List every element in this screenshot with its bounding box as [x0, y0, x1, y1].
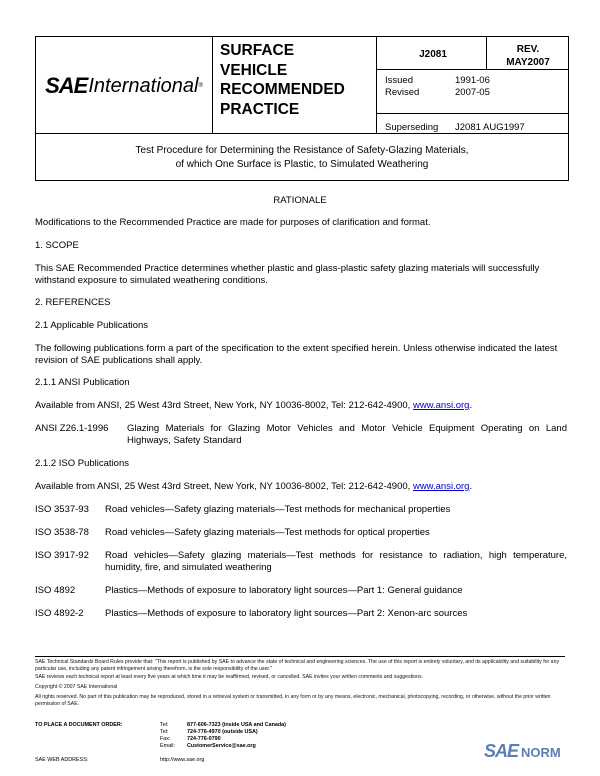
logo-trademark: ® [198, 83, 203, 89]
doc-type-line: VEHICLE [220, 61, 288, 79]
reference-entry [35, 527, 567, 539]
sae-international-logo [36, 69, 212, 103]
scope-heading: 1. SCOPE [35, 240, 79, 251]
footer-rule [35, 656, 565, 657]
order-row-label: Fax: [160, 736, 171, 742]
reference-code: ANSI Z26.1-1996 [35, 423, 109, 434]
sae-norm-mark: SAE [484, 741, 519, 761]
rev-label: REV. [516, 44, 540, 55]
order-row-value: 724-776-0790 [187, 736, 221, 742]
order-row-label: Tel: [160, 722, 169, 728]
scope-text: This SAE Recommended Practice determines whether plastic and glass-plastic safety glazing materials will successfully withstand exposure to simulated weathering conditions. [35, 263, 540, 286]
document-number: J2081 [419, 49, 447, 60]
ansi-heading: 2.1.1 ANSI Publication [35, 377, 130, 388]
superseding-value: J2081 AUG1997 [455, 122, 525, 133]
superseding-row [385, 122, 525, 133]
rationale-heading: RATIONALE [273, 195, 327, 206]
superseding-label: Superseding [385, 122, 439, 133]
footer-copyright: Copyright © 2007 SAE International [35, 684, 118, 690]
title-line: Test Procedure for Determining the Resistance of Safety-Glazing Materials, [135, 145, 469, 156]
rev-date: MAY2007 [506, 57, 550, 68]
reference-entry [35, 550, 567, 574]
footer-review-note: SAE reviews each technical report at least every five years at which time it may be reaffirmed, revised, or cancelled. SAE invites your written comments and suggestions. [35, 674, 423, 680]
reference-desc: Glazing Materials for Glazing Motor Vehicles and Motor Vehicle Equipment Operating on Land Highways, Safety Standard [127, 423, 567, 446]
reference-code: ISO 3917-92 [35, 550, 89, 561]
order-label: TO PLACE A DOCUMENT ORDER: [35, 722, 123, 728]
reference-desc: Plastics—Methods of exposure to laboratory light sources—Part 1: General guidance [105, 585, 463, 596]
issued-label: Issued [385, 75, 413, 86]
ansi-available-text: Available from ANSI, 25 West 43rd Street, New York, NY 10036-8002, Tel: 212-642-4900, [35, 400, 413, 411]
web-address-value[interactable]: http://www.sae.org [160, 757, 205, 763]
iso-heading: 2.1.2 ISO Publications [35, 458, 129, 469]
header-rule [376, 113, 568, 114]
reference-desc: Road vehicles—Safety glazing materials—Test methods for mechanical properties [105, 504, 451, 515]
title-line: of which One Surface is Plastic, to Simulated Weathering [175, 159, 429, 170]
reference-code: ISO 4892 [35, 585, 76, 596]
doc-type-line: RECOMMENDED [220, 81, 345, 98]
header-divider [212, 37, 213, 133]
applicable-heading: 2.1 Applicable Publications [35, 320, 149, 331]
sae-norm-logo [484, 741, 584, 771]
iso-available-text: Available from ANSI, 25 West 43rd Street, New York, NY 10036-8002, Tel: 212-642-4900, [35, 481, 413, 492]
iso-available: Available from ANSI, 25 West 43rd Street, New York, NY 10036-8002, Tel: 212-642-4900, www.ansi.org. [35, 481, 473, 492]
revised-label: Revised [385, 87, 420, 98]
reference-code: ISO 4892-2 [35, 608, 84, 619]
header-divider [376, 37, 377, 133]
web-address-label: SAE WEB ADDRESS: [35, 757, 89, 763]
sae-norm-text: NORM [521, 745, 561, 760]
reference-code: ISO 3538-78 [35, 527, 89, 538]
rationale-text: Modifications to the Recommended Practice are made for purposes of clarification and format. [35, 217, 431, 228]
document-header [35, 36, 569, 134]
references-heading: 2. REFERENCES [35, 297, 111, 308]
logo-international-text: International [88, 74, 199, 97]
header-rule [376, 69, 568, 70]
reference-desc: Road vehicles—Safety glazing materials—Test methods for optical properties [105, 527, 430, 538]
document-type [220, 41, 370, 119]
issued-value: 1991-06 [455, 75, 490, 86]
order-row-label: Tel: [160, 729, 169, 735]
reference-desc: Plastics—Methods of exposure to laboratory light sources—Part 2: Xenon-arc sources [105, 608, 468, 619]
document-title [35, 134, 569, 181]
doc-type-line: PRACTICE [220, 100, 300, 118]
order-row-value: 724-776-4970 (outside USA) [187, 729, 258, 735]
revision-box [486, 43, 570, 69]
footer-disclaimer: SAE Technical Standards Board Rules provide that: "This report is published by SAE to advance the state of technical and engineering sciences. The use of this report is entirely voluntary, and its applicability and suitability for any particular use, including any patent infringement arising therefrom, is the sole responsibility of the user." [35, 659, 560, 672]
order-row-value[interactable]: CustomerService@sae.org [187, 743, 256, 749]
doc-type-line: SURFACE [220, 42, 295, 59]
ansi-link[interactable]: www.ansi.org [412, 400, 470, 411]
reference-code: ISO 3537-93 [35, 504, 89, 515]
reference-desc: Road vehicles—Safety glazing materials—Test methods for resistance to radiation, high temperature, humidity, fire, and simulated weathering [105, 550, 567, 573]
order-row-value: 877-606-7323 (inside USA and Canada) [187, 722, 286, 728]
order-row-label: Email: [160, 743, 175, 749]
logo-sae-text: SAE [45, 73, 88, 98]
footer-rights: All rights reserved. No part of this publication may be reproduced, stored in a retrieval system or transmitted, in any form or by any means, electronic, mechanical, photocopying, recording, or otherwise, without the prior written permission of SAE. [35, 694, 551, 707]
iso-link[interactable]: www.ansi.org [412, 481, 470, 492]
reference-entry [35, 585, 567, 597]
issue-dates [385, 75, 490, 99]
reference-entry [35, 423, 567, 447]
revised-value: 2007-05 [455, 87, 490, 98]
ansi-available: Available from ANSI, 25 West 43rd Street, New York, NY 10036-8002, Tel: 212-642-4900, www.ansi.org. [35, 400, 473, 411]
applicable-text: The following publications form a part of the specification to the extent specified herein. Unless otherwise indicated the latest revision of SAE publications shall apply. [35, 343, 558, 366]
reference-entry [35, 608, 567, 620]
reference-entry [35, 504, 567, 516]
